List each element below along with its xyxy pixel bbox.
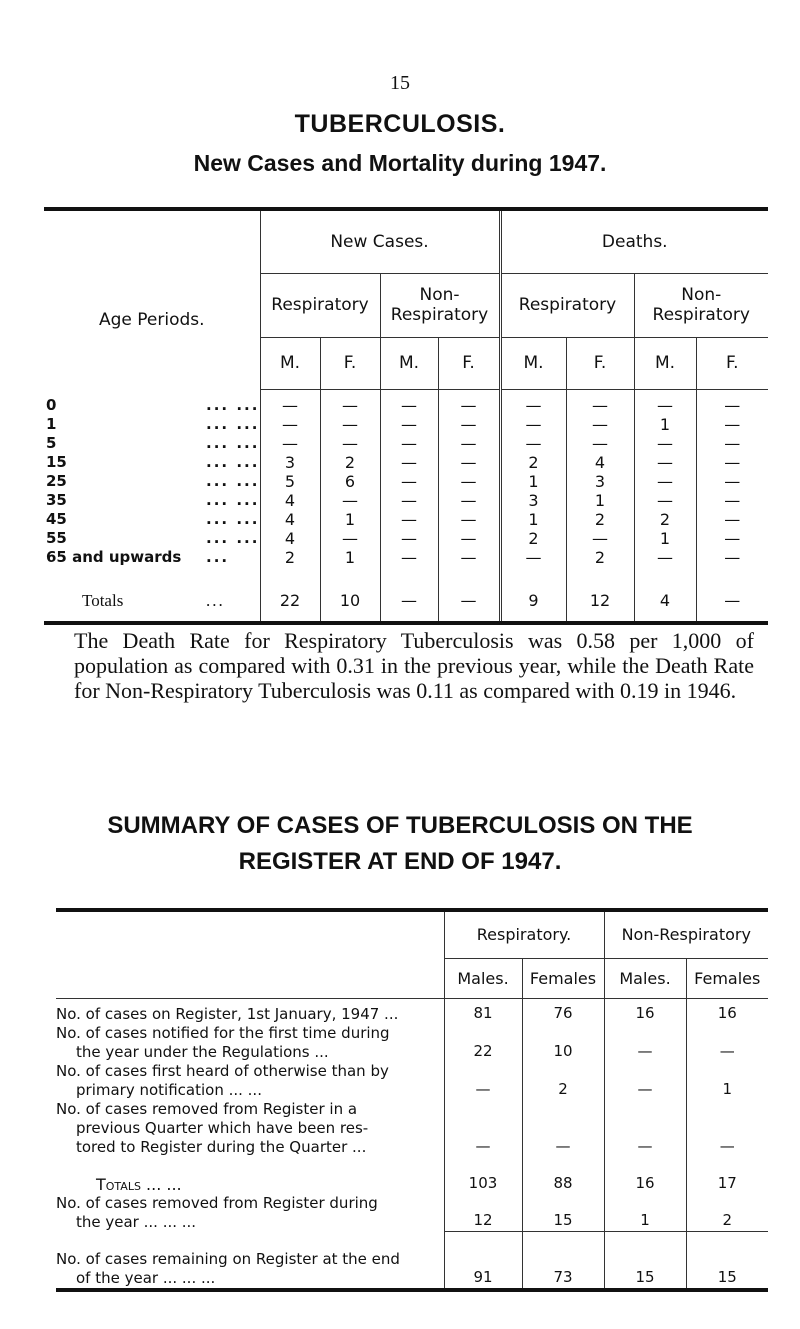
- table-cell: 88: [522, 1157, 604, 1194]
- page-subtitle: New Cases and Mortality during 1947.: [193, 150, 607, 176]
- row-label-line: the year ... ... ...: [76, 1212, 197, 1231]
- table-cell: 1: [686, 1062, 768, 1100]
- table-cell: —: [500, 548, 566, 567]
- age-period-cell: [44, 453, 260, 472]
- row-label: [56, 1100, 444, 1157]
- spacer-cell: [44, 567, 260, 589]
- table-cell: —: [566, 529, 634, 548]
- spacer-cell: [438, 567, 500, 589]
- row-label-line: No. of cases remaining on Register at the end: [56, 1249, 400, 1268]
- row-label-line: No. of cases notified for the first time during: [56, 1023, 390, 1042]
- table-cell: —: [444, 1062, 522, 1100]
- table-cell: 3: [260, 453, 320, 472]
- new-respiratory-header: Respiratory: [260, 273, 380, 337]
- table-row: [44, 510, 768, 529]
- table-row: [44, 396, 768, 415]
- page-number: 15: [390, 72, 410, 94]
- table-cell: 2: [500, 453, 566, 472]
- col-males: Males.: [604, 958, 686, 998]
- col-m: M.: [634, 337, 696, 389]
- spacer-cell: [566, 567, 634, 589]
- new-cases-header: New Cases.: [260, 209, 500, 273]
- table-row: [56, 1100, 768, 1157]
- table-cell: —: [500, 415, 566, 434]
- table-cell: 1: [500, 472, 566, 491]
- spacer-cell: [696, 567, 768, 589]
- table-cell: —: [380, 529, 438, 548]
- table-row: [44, 491, 768, 510]
- row-label: [56, 1024, 444, 1062]
- table-cell: 2: [566, 548, 634, 567]
- row-label-line: No. of cases removed from Register during: [56, 1193, 378, 1212]
- age-period-cell: [44, 510, 260, 529]
- row-label-line: No. of cases removed from Register in a: [56, 1099, 358, 1118]
- age-period-cell: [44, 434, 260, 453]
- table-cell: 73: [522, 1232, 604, 1290]
- removed-row: [56, 1194, 768, 1232]
- table-cell: —: [634, 491, 696, 510]
- table-cell: —: [686, 1024, 768, 1062]
- table-row: [56, 998, 768, 1024]
- table-cell: —: [696, 472, 768, 491]
- table-cell: —: [438, 589, 500, 623]
- row-label: [56, 998, 444, 1024]
- table-cell: —: [696, 434, 768, 453]
- table-cell: —: [438, 415, 500, 434]
- col-females: Females: [522, 958, 604, 998]
- deaths-header: Deaths.: [500, 209, 768, 273]
- table-cell: —: [320, 491, 380, 510]
- table-cell: 10: [522, 1024, 604, 1062]
- table-cell: —: [696, 510, 768, 529]
- table-cell: 4: [260, 491, 320, 510]
- col-f: F.: [320, 337, 380, 389]
- col-m: M.: [500, 337, 566, 389]
- table-cell: —: [320, 434, 380, 453]
- spacer-cell: [380, 567, 438, 589]
- table-cell: —: [380, 491, 438, 510]
- spacer-cell: [500, 567, 566, 589]
- table-cell: 3: [566, 472, 634, 491]
- table-cell: —: [634, 548, 696, 567]
- table-cell: —: [320, 529, 380, 548]
- new-non-respiratory-header: Non- Respiratory: [380, 273, 500, 337]
- table-cell: —: [604, 1100, 686, 1157]
- summary-title-line1: SUMMARY OF CASES OF TUBERCULOSIS ON THE: [107, 812, 693, 839]
- table-cell: 91: [444, 1232, 522, 1290]
- row-label-line: the year under the Regulations ...: [76, 1042, 329, 1061]
- leader-dots: ... ...: [206, 491, 260, 509]
- age-period-cell: [44, 529, 260, 548]
- table-cell: —: [522, 1100, 604, 1157]
- table-cell: —: [380, 396, 438, 415]
- table-cell: 17: [686, 1157, 768, 1194]
- table-cell: —: [320, 415, 380, 434]
- table-row: [44, 434, 768, 453]
- age-period-label: 45: [46, 510, 67, 528]
- register-summary-table: [56, 908, 768, 1292]
- table-cell: —: [696, 415, 768, 434]
- table-cell: —: [320, 396, 380, 415]
- row-label-line: No. of cases first heard of otherwise than by: [56, 1061, 389, 1080]
- table-cell: —: [380, 434, 438, 453]
- table-cell: —: [438, 434, 500, 453]
- new-cases-mortality-table: [44, 207, 768, 625]
- table-cell: 1: [634, 529, 696, 548]
- table-cell: 6: [320, 472, 380, 491]
- table-cell: 15: [604, 1232, 686, 1290]
- table-cell: —: [566, 434, 634, 453]
- table-cell: 12: [566, 589, 634, 623]
- totals-row: [56, 1157, 768, 1194]
- table-cell: —: [444, 1100, 522, 1157]
- age-period-cell: [44, 491, 260, 510]
- row-label: [56, 1157, 444, 1194]
- table-row: [56, 1024, 768, 1062]
- summary-blank-subheader: [56, 958, 444, 998]
- table-cell: 2: [320, 453, 380, 472]
- age-period-label: 5: [46, 434, 57, 452]
- age-period-label: 25: [46, 472, 67, 490]
- summary-non-respiratory-header: Non-Respiratory: [604, 910, 768, 958]
- col-f: F.: [566, 337, 634, 389]
- table-cell: —: [634, 434, 696, 453]
- table-cell: 1: [320, 510, 380, 529]
- table-cell: —: [566, 396, 634, 415]
- summary-title-line2: REGISTER AT END OF 1947.: [238, 848, 562, 875]
- leader-dots: ... ...: [206, 472, 260, 490]
- summary-respiratory-header: Respiratory.: [444, 910, 604, 958]
- table-cell: 1: [634, 415, 696, 434]
- age-period-cell: [44, 472, 260, 491]
- row-label-line: No. of cases on Register, 1st January, 1947 ...: [56, 1004, 399, 1023]
- table-cell: 22: [260, 589, 320, 623]
- leader-dots: ... ...: [206, 434, 260, 452]
- table-cell: —: [260, 434, 320, 453]
- leader-dots: ...: [206, 590, 225, 610]
- table-cell: 1: [566, 491, 634, 510]
- col-f: F.: [438, 337, 500, 389]
- table-cell: 12: [444, 1194, 522, 1232]
- table-cell: —: [566, 415, 634, 434]
- leader-dots: ... ...: [206, 396, 260, 414]
- row-label-line: Totals ... ...: [96, 1174, 182, 1194]
- table-cell: —: [500, 434, 566, 453]
- table-cell: —: [696, 589, 768, 623]
- page-title: TUBERCULOSIS.: [294, 110, 506, 138]
- table-cell: 2: [686, 1194, 768, 1232]
- col-f: F.: [696, 337, 768, 389]
- table-cell: —: [604, 1024, 686, 1062]
- col-m: M.: [380, 337, 438, 389]
- spacer-cell: [634, 567, 696, 589]
- age-period-cell: [44, 548, 260, 567]
- table-cell: —: [696, 491, 768, 510]
- summary-blank-header: [56, 910, 444, 958]
- row-label: [56, 1194, 444, 1232]
- table-cell: —: [604, 1062, 686, 1100]
- age-period-label: 65 and upwards: [46, 548, 182, 566]
- table-cell: —: [438, 396, 500, 415]
- row-label-line: primary notification ... ...: [76, 1080, 262, 1099]
- table-cell: 15: [522, 1194, 604, 1232]
- table-cell: 16: [686, 998, 768, 1024]
- table-cell: —: [696, 453, 768, 472]
- table-cell: —: [500, 396, 566, 415]
- deaths-respiratory-header: Respiratory: [500, 273, 634, 337]
- table-cell: 3: [500, 491, 566, 510]
- table-row: [44, 472, 768, 491]
- table-cell: —: [380, 510, 438, 529]
- remaining-row: [56, 1232, 768, 1290]
- table-cell: —: [696, 529, 768, 548]
- table-cell: 4: [566, 453, 634, 472]
- row-label-line: previous Quarter which have been res-: [76, 1118, 369, 1137]
- table-cell: —: [260, 415, 320, 434]
- row-label: [56, 1062, 444, 1100]
- leader-dots: ... ...: [206, 415, 260, 433]
- table-cell: —: [634, 453, 696, 472]
- leader-dots: ... ...: [206, 453, 260, 471]
- age-period-cell: [44, 415, 260, 434]
- age-periods-header: Age Periods.: [98, 310, 205, 330]
- table-cell: 15: [686, 1232, 768, 1290]
- age-period-label: 35: [46, 491, 67, 509]
- table-cell: 2: [500, 529, 566, 548]
- table-cell: 5: [260, 472, 320, 491]
- table-cell: 9: [500, 589, 566, 623]
- table-cell: —: [696, 396, 768, 415]
- table-cell: 16: [604, 998, 686, 1024]
- table-cell: —: [380, 472, 438, 491]
- table-row: [44, 415, 768, 434]
- table-cell: —: [438, 548, 500, 567]
- leader-dots: ... ...: [206, 510, 260, 528]
- table-cell: 2: [566, 510, 634, 529]
- table-cell: —: [380, 453, 438, 472]
- table-cell: 1: [320, 548, 380, 567]
- table-row: [44, 529, 768, 548]
- spacer-row: [44, 567, 768, 589]
- table-cell: —: [686, 1100, 768, 1157]
- table-cell: 4: [260, 529, 320, 548]
- table-cell: —: [696, 548, 768, 567]
- spacer-cell: [260, 567, 320, 589]
- age-period-cell: [44, 396, 260, 415]
- spacer-cell: [320, 567, 380, 589]
- leader-dots: ...: [206, 548, 230, 566]
- table-cell: —: [634, 472, 696, 491]
- table-cell: —: [438, 472, 500, 491]
- age-period-label: 55: [46, 529, 67, 547]
- table-cell: 76: [522, 998, 604, 1024]
- col-m: M.: [260, 337, 320, 389]
- table-cell: 1: [500, 510, 566, 529]
- table-cell: 4: [260, 510, 320, 529]
- table-cell: 103: [444, 1157, 522, 1194]
- leader-dots: ... ...: [206, 529, 260, 547]
- row-label-line: tored to Register during the Quarter ...: [76, 1137, 367, 1156]
- age-period-label: 15: [46, 453, 67, 471]
- row-label-line: of the year ... ... ...: [76, 1268, 216, 1287]
- table-cell: 1: [604, 1194, 686, 1232]
- table-cell: —: [438, 510, 500, 529]
- totals-row: [44, 589, 768, 623]
- col-males: Males.: [444, 958, 522, 998]
- table-cell: —: [380, 589, 438, 623]
- deaths-non-respiratory-header: Non- Respiratory: [634, 273, 768, 337]
- death-rate-paragraph: The Death Rate for Respiratory Tuberculosis was 0.58 per 1,000 of population as compared with 0.31 in the previous year, while the Death Rate for Non-Respiratory Tuberculosis was 0.11 as compared with 0.19 in 1946.: [74, 628, 754, 703]
- table-cell: —: [438, 491, 500, 510]
- col-females: Females: [686, 958, 768, 998]
- table-cell: 2: [634, 510, 696, 529]
- age-period-label: Totals: [82, 590, 124, 610]
- table-cell: —: [260, 396, 320, 415]
- table-cell: 2: [260, 548, 320, 567]
- table-cell: —: [634, 396, 696, 415]
- table-cell: —: [380, 548, 438, 567]
- row-label: [56, 1232, 444, 1290]
- table-cell: 4: [634, 589, 696, 623]
- table-row: [44, 548, 768, 567]
- age-period-label: 1: [46, 415, 57, 433]
- age-period-cell: [44, 589, 260, 623]
- table-row: [56, 1062, 768, 1100]
- table-cell: 22: [444, 1024, 522, 1062]
- table-cell: 16: [604, 1157, 686, 1194]
- age-period-label: 0: [46, 396, 57, 414]
- table-row: [44, 453, 768, 472]
- table-cell: 81: [444, 998, 522, 1024]
- table-cell: 10: [320, 589, 380, 623]
- table-cell: —: [438, 453, 500, 472]
- table-cell: —: [380, 415, 438, 434]
- table-cell: 2: [522, 1062, 604, 1100]
- table-cell: —: [438, 529, 500, 548]
